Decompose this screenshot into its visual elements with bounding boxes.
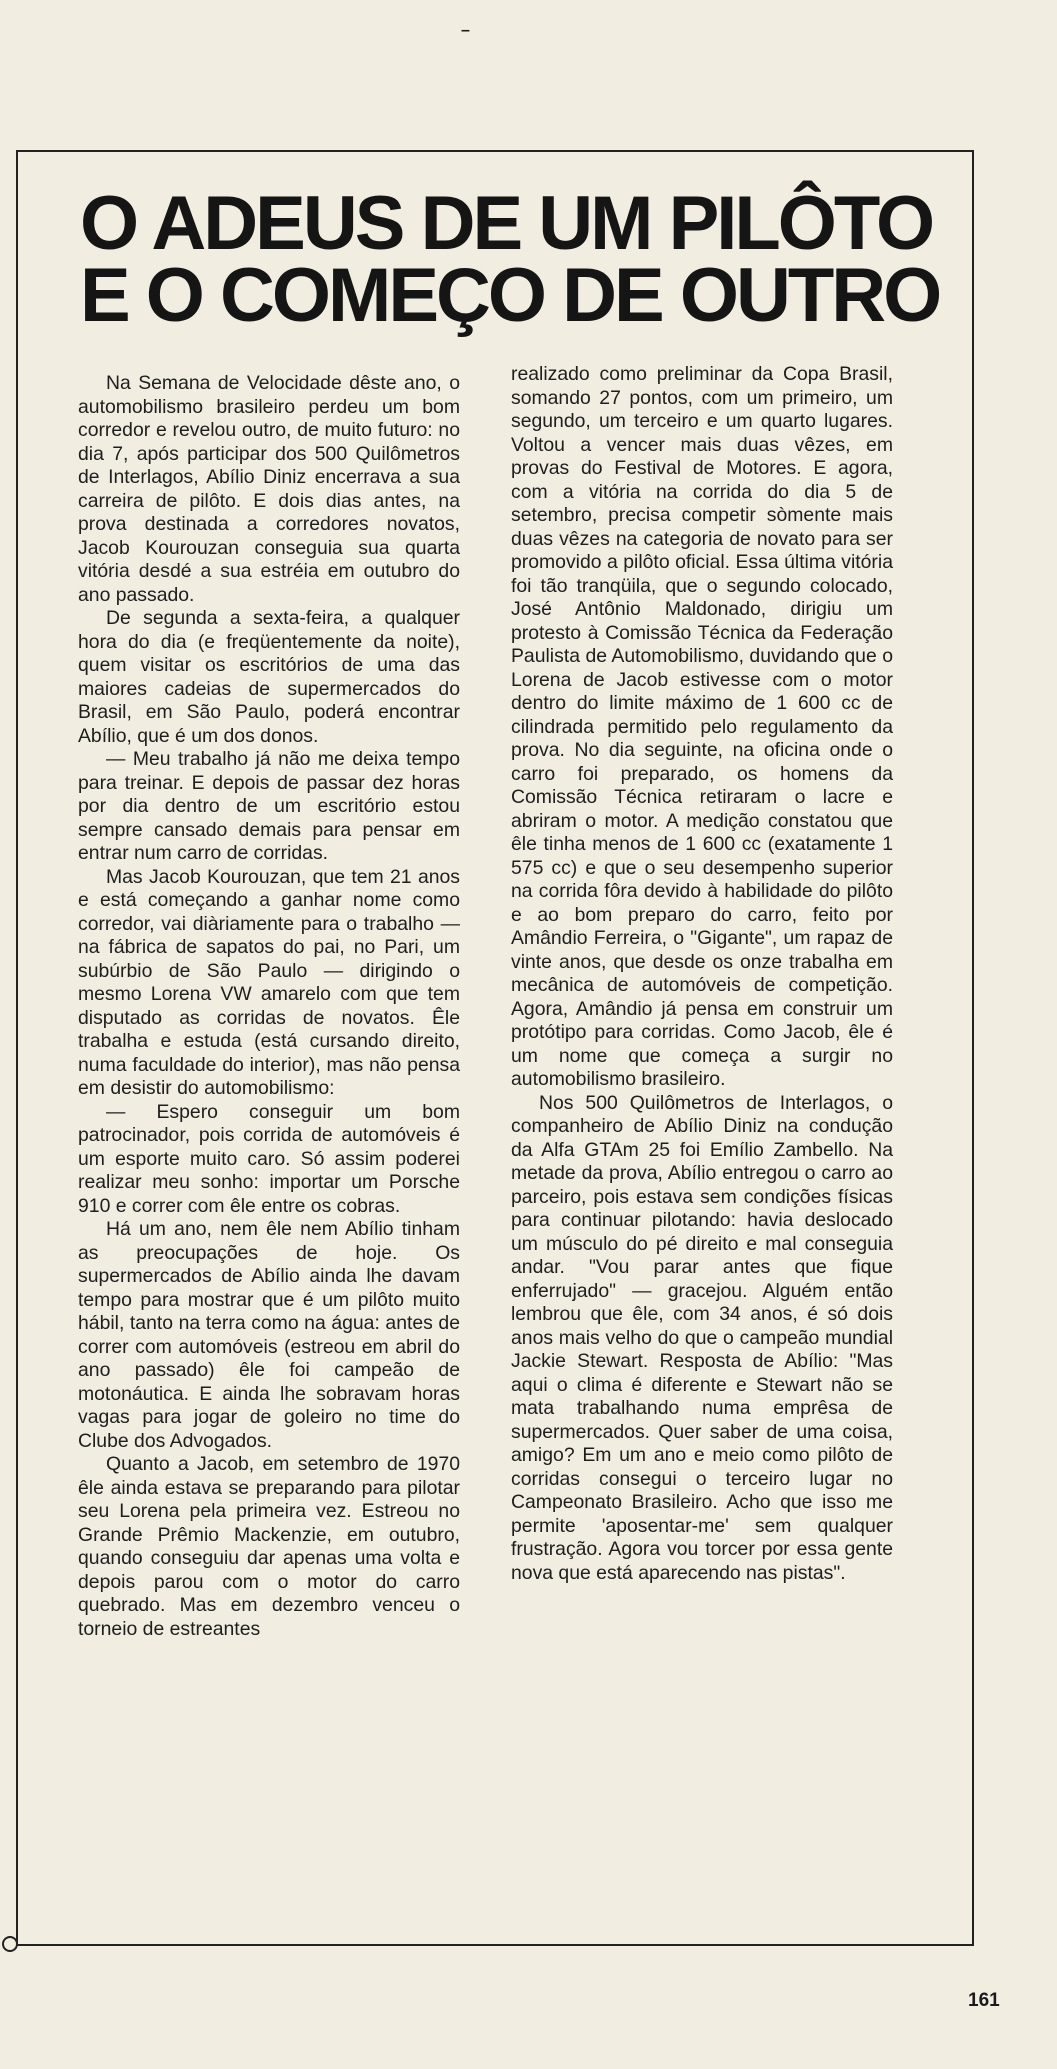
paragraph: Mas Jacob Kourouzan, que tem 21 anos e está começando a ganhar nome como corredor, vai diàriamente para o trabalho — na fábrica de sapatos do pai, no Pari, um subúrbio de São Paulo — dirigindo o mesmo Lorena VW amarelo com que tem disputado as corridas de novatos. Êle trabalha e estuda (está cursando direito, numa faculdade do interior), mas não pensa em desistir do automobilismo: bbox=[78, 865, 460, 1099]
paragraph: Quanto a Jacob, em setembro de 1970 êle ainda estava se preparando para pilotar seu Lorena pela primeira vez. Estreou no Grande Prêmio Mackenzie, em outubro, quando conseguiu dar apenas uma volta e depois parou com o motor do carro quebrado. Mas em dezembro venceu o torneio de estreantes bbox=[78, 1453, 460, 1640]
paragraph: — Meu trabalho já não me deixa tempo para treinar. E depois de passar dez horas por dia dentro de um escritório estou sempre cansado demais para pensar em entrar num carro de corridas. bbox=[78, 748, 460, 864]
registration-mark-icon bbox=[2, 1936, 18, 1952]
left-column bbox=[78, 372, 460, 1641]
paragraph: Nos 500 Quilômetros de Interlagos, o companheiro de Abílio Diniz na condução da Alfa GTAm 25 foi Emílio Zambello. Na metade da prova, Abílio entregou o carro ao parceiro, pois estava sem condições físicas para continuar pilotando: havia deslocado um músculo do pé direito e mal conseguia andar. "Vou parar antes que fique enferrujado" — gracejou. Alguém então lembrou que êle, com 34 anos, é só dois anos mais velho do que o campeão mundial Jackie Stewart. Resposta de Abílio: "Mas aqui o clima é diferente e Stewart não se mata trabalhando numa emprêsa de supermercados. Quer saber de uma coisa, amigo? Em um ano e meio como pilôto de corridas consegui o terceiro lugar no Campeonato Brasileiro. Acho que isso me permite 'aposentar-me' sem qualquer frustração. Agora vou torcer por essa gente nova que está aparecendo nas pistas". bbox=[511, 1091, 893, 1584]
article-headline bbox=[80, 181, 940, 338]
paragraph: Há um ano, nem êle nem Abílio tinham as preocupações de hoje. Os supermercados de Abílio ainda lhe davam tempo para mostrar que é um pilôto muito hábil, tanto na terra como na água: antes de correr com automóveis (estreou em abril do ano passado) êle foi campeão de motonáutica. E ainda lhe sobravam horas vagas para jogar de goleiro no time do Clube dos Advogados. bbox=[78, 1218, 460, 1452]
headline-line-1: O ADEUS DE UM PILÔTO bbox=[80, 181, 933, 266]
paragraph: Na Semana de Velocidade dêste ano, o automobilismo brasileiro perdeu um bom corredor e revelou outro, de muito futuro: no dia 7, após participar dos 500 Quilômetros de Interlagos, Abílio Diniz encerrava a sua carreira de pilôto. E dois dias antes, na prova destinada a corredores novatos, Jacob Kourouzan conseguia sua quarta vitória desdé a sua estréia em outubro do ano passado. bbox=[78, 372, 460, 606]
paragraph-continued: realizado como preliminar da Copa Brasil, somando 27 pontos, com um primeiro, um segundo, um terceiro e um quarto lugares. Voltou a vencer mais duas vêzes, em provas do Festival de Motores. E agora, com a vitória na corrida do dia 5 de setembro, precisa competir sòmente mais duas vêzes na categoria de novato para ser promovido a pilôto oficial. Essa última vitória foi tão tranqüila, que o segundo colocado, José Antônio Maldonado, dirigiu um protesto à Comissão Técnica da Federação Paulista de Automobilismo, duvidando que o Lorena de Jacob estivesse com o motor dentro do limite máximo de 1 600 cc de cilindrada permitido pelo regulamento da prova. No dia seguinte, na oficina onde o carro foi preparado, os homens da Comissão Técnica retiraram o lacre e abriram o motor. A medição constatou que êle tinha menos de 1 600 cc (exatamente 1 575 cc) e que o seu desempenho superior na corrida fôra devido à habilidade do pilôto e ao bom preparo do carro, feito por Amândio Ferreira, o "Gigante", um rapaz de vinte anos, que desde os onze trabalha em mecânica de automóveis de competição. Agora, Amândio já pensa em construir um protótipo para corridas. Como Jacob, êle é um nome que começa a surgir no automobilismo brasileiro. bbox=[511, 363, 893, 1090]
paragraph: — Espero conseguir um bom patrocinador, pois corrida de automóveis é um esporte muito caro. Só assim poderei realizar meu sonho: importar um Porsche 910 e correr com êle entre os cobras. bbox=[78, 1100, 460, 1217]
right-column bbox=[511, 363, 893, 1585]
top-mark: – bbox=[461, 22, 470, 39]
page-number: 161 bbox=[968, 1990, 1000, 2011]
headline-line-2: E O COMEÇO DE OUTRO bbox=[80, 253, 940, 338]
paragraph: De segunda a sexta-feira, a qualquer hora do dia (e freqüentemente da noite), quem visitar os escritórios de uma das maiores cadeias de supermercados do Brasil, em São Paulo, poderá encontrar Abílio, que é um dos donos. bbox=[78, 607, 460, 747]
